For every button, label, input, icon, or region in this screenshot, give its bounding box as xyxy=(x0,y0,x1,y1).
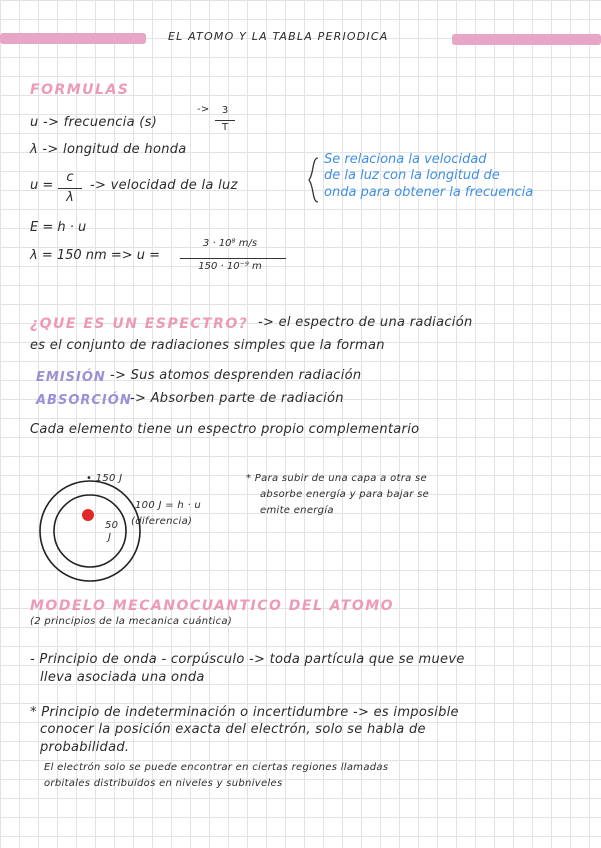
each-element-text: Cada elemento tiene un espectro propio complementario xyxy=(30,422,420,437)
speed-formula-lhs: u = xyxy=(30,178,54,193)
model-heading: MODELO MECANOCUANTICO DEL ATOMO xyxy=(30,598,395,614)
principle-2-line-1: * Principio de indeterminación o incertidumbre -> es imposible xyxy=(30,705,459,720)
principle-1-line-1: - Principio de onda - corpúsculo -> toda partícula que se mueve xyxy=(30,652,465,667)
principle-2-line-3: probabilidad. xyxy=(40,740,130,755)
outer-energy-label: • 150 J xyxy=(86,473,123,484)
inner-energy-value: 50 xyxy=(105,520,119,531)
frequency-units-numerator: 3 xyxy=(221,105,229,116)
speed-formula-numerator: c xyxy=(66,170,74,185)
inner-energy-unit: J xyxy=(108,532,112,543)
atom-diagram xyxy=(38,478,148,588)
example-lhs: λ = 150 nm => u = xyxy=(30,248,161,263)
frequency-units-denominator: T xyxy=(221,122,229,133)
emission-text: -> Sus atomos desprenden radiación xyxy=(110,368,362,383)
absorption-label: ABSORCIÓN xyxy=(36,393,132,408)
electron-dot xyxy=(82,509,94,521)
spectrum-answer-1: -> el espectro de una radiación xyxy=(258,315,473,330)
difference-equation: 100 J = h · u xyxy=(135,500,202,511)
principle-2-line-2: conocer la posición exacta del electrón, solo se habla de xyxy=(40,722,426,737)
spectrum-question: ¿QUE ES UN ESPECTRO? xyxy=(30,316,249,332)
diagram-note-line-3: emite energía xyxy=(260,505,334,516)
inner-orbit-circle xyxy=(54,495,126,567)
wavelength-definition: λ -> longitud de honda xyxy=(30,142,187,157)
model-subtitle: (2 principios de la mecanica cuántica) xyxy=(30,616,233,627)
electron-note-line-2: orbitales distribuidos en niveles y subniveles xyxy=(44,778,283,789)
outer-orbit-circle xyxy=(40,481,140,581)
speed-formula-fraction-line xyxy=(58,188,82,189)
diagram-note-line-2: absorbe energía y para bajar se xyxy=(260,489,430,500)
note-line-1: Se relaciona la velocidad xyxy=(324,152,487,167)
curly-brace-icon xyxy=(306,156,320,204)
principle-1-line-2: lleva asociada una onda xyxy=(40,670,205,685)
speed-formula-denominator: λ xyxy=(66,190,74,205)
title-highlight-right xyxy=(452,34,601,45)
note-line-2: de la luz con la longitud de xyxy=(324,168,500,183)
diagram-note-line-1: * Para subir de una capa a otra se xyxy=(246,473,427,484)
spectrum-answer-2: es el conjunto de radiaciones simples que la forman xyxy=(30,338,385,353)
frequency-units-arrow: -> xyxy=(197,104,210,115)
formulas-heading: FORMULAS xyxy=(30,82,130,98)
page-title: EL ATOMO Y LA TABLA PERIODICA xyxy=(168,30,389,43)
emission-label: EMISIÓN xyxy=(36,370,106,385)
note-line-3: onda para obtener la frecuencia xyxy=(324,185,534,200)
frequency-units-fraction-line xyxy=(215,120,235,121)
electron-note-line-1: El electrón solo se puede encontrar en ciertas regiones llamadas xyxy=(44,762,389,773)
example-denominator: 150 · 10⁻⁹ m xyxy=(198,261,262,272)
energy-formula: E = h · u xyxy=(30,220,87,235)
absorption-text: -> Absorben parte de radiación xyxy=(130,391,344,406)
difference-label: (diferencia) xyxy=(131,516,193,527)
title-highlight-left xyxy=(0,33,146,44)
speed-formula-description: -> velocidad de la luz xyxy=(90,178,238,193)
frequency-definition: u -> frecuencia (s) xyxy=(30,115,158,130)
example-fraction-line xyxy=(180,258,286,259)
example-numerator: 3 · 10⁸ m/s xyxy=(202,238,258,249)
